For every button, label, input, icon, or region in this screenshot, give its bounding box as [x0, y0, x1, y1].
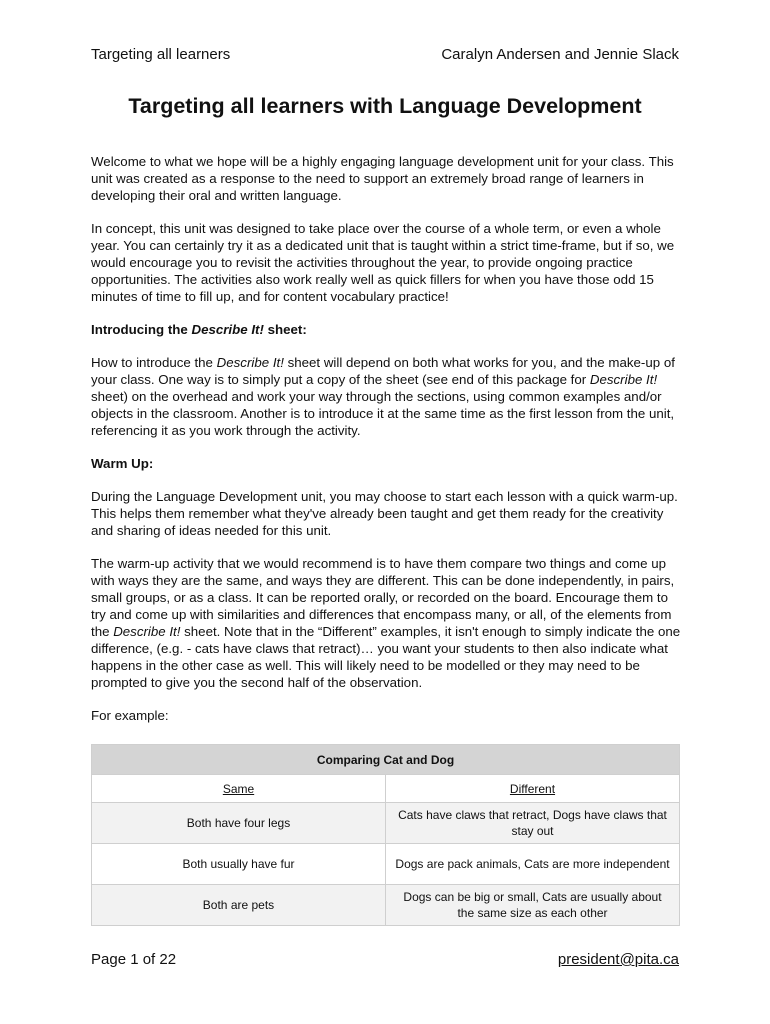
describe-heading-italic: Describe It! — [191, 322, 264, 337]
comparison-table — [91, 744, 680, 926]
warmup-paragraph-2 — [91, 555, 681, 691]
describe-text-3: sheet) on the overhead and work your way through the sections, using common examples and/or objects in the classroom. Another is to introduce it at the same time as the first lesson from the unit, referencing it as you work through the activity. — [91, 389, 675, 438]
describe-italic-1: Describe It! — [216, 355, 284, 370]
page-number: Page 1 of 22 — [91, 951, 177, 968]
describe-paragraph — [91, 354, 681, 439]
describe-heading-prefix: Introducing the — [91, 322, 192, 337]
describe-text-1: How to introduce the — [91, 355, 217, 370]
warmup-heading: Warm Up: — [91, 456, 154, 471]
describe-text-2: sheet will depend on both what works for you, and the make-up of your class. One way is to simply put a copy of the sheet (see end of this package for — [91, 355, 675, 387]
warmup-text-1: The warm-up activity that we would recommend is to have them compare two things and come up with ways they are the same, and ways they are different. This can be done independently, in pairs, small groups, or as a class. It can be reported orally, or recorded on the board. Encourage them to try and come up with similarities and differences that encompass many, or all, of the elements from the — [91, 556, 675, 639]
table-cell-different: Cats have claws that retract, Dogs have claws that stay out — [386, 803, 680, 844]
table-row — [92, 803, 680, 844]
describe-heading — [91, 321, 681, 338]
example-label: For example: — [91, 708, 169, 723]
table-row — [92, 885, 680, 926]
body-text — [91, 153, 681, 724]
column-header-same: Same — [92, 775, 386, 803]
table-row — [92, 844, 680, 885]
table-title: Comparing Cat and Dog — [92, 745, 680, 775]
intro-paragraph-2: In concept, this unit was designed to take place over the course of a whole term, or even a whole year. You can certainly try it as a dedicated unit that is taught within a strict time-frame, but if so, we would encourage you to revisit the activities throughout the year, to provide ongoing practice opportunities. The activities also work really well as quick fillers for when you have those odd 15 minutes of time to fill up, and for content vocabulary practice! — [91, 221, 675, 304]
running-header — [91, 46, 679, 63]
header-left: Targeting all learners — [91, 46, 231, 63]
table-cell-same: Both usually have fur — [92, 844, 386, 885]
describe-heading-suffix: sheet: — [263, 322, 307, 337]
intro-paragraph-1: Welcome to what we hope will be a highly engaging language development unit for your class. This unit was created as a response to the need to support an extremely broad range of learners in developing their oral and written language. — [91, 154, 674, 203]
page-footer — [91, 951, 679, 968]
warmup-paragraph-1: During the Language Development unit, you may choose to start each lesson with a quick warm-up. This helps them remember what they've already been taught and get them ready for the creativity and sharing of ideas needed for this unit. — [91, 489, 678, 538]
table-cell-different: Dogs can be big or small, Cats are usually about the same size as each other — [386, 885, 680, 926]
header-right: Caralyn Andersen and Jennie Slack — [441, 46, 679, 63]
warmup-italic: Describe It! — [113, 624, 181, 639]
column-header-different: Different — [386, 775, 680, 803]
warmup-text-2: sheet. Note that in the “Different” examples, it isn't enough to simply indicate the one difference, (e.g. - cats have claws that retract)… you want your students to then also indicate what happens in the other case as well. This will likely need to be modelled or they may need to be prompted to give you the second half of the observation. — [91, 624, 681, 690]
table-cell-same: Both have four legs — [92, 803, 386, 844]
describe-italic-2: Describe It! — [589, 372, 658, 387]
email-link[interactable]: president@pita.ca — [557, 951, 679, 968]
table-cell-same: Both are pets — [92, 885, 386, 926]
table-cell-different: Dogs are pack animals, Cats are more independent — [386, 844, 680, 885]
page-title: Targeting all learners with Language Development — [128, 94, 642, 118]
